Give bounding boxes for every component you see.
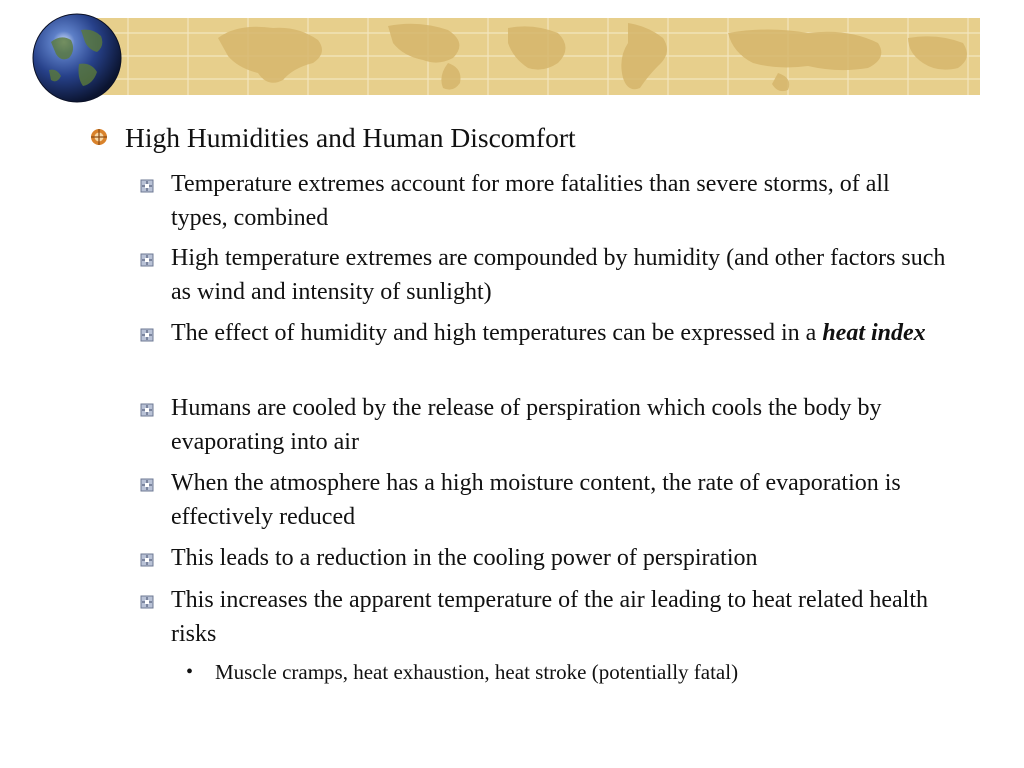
square-crosshair-icon	[140, 328, 154, 342]
bullet-item-1: Temperature extremes account for more fatalities than severe storms, of all types, combined	[171, 171, 890, 231]
bullet-item-3-text: The effect of humidity and high temperatures can be expressed in a	[171, 320, 817, 346]
sub-bullet-item: Muscle cramps, heat exhaustion, heat stroke (potentially fatal)	[215, 660, 739, 684]
square-crosshair-icon	[140, 179, 154, 193]
square-crosshair-icon	[140, 478, 154, 492]
bullet-item-2: High temperature extremes are compounded by humidity (and other factors such as wind and intensity of sunlight)	[171, 245, 946, 305]
slide-heading: High Humidities and Human Discomfort	[125, 122, 576, 153]
heat-index-term: heat index	[822, 320, 926, 346]
sub-bullet-marker: •	[186, 661, 194, 683]
orange-crosshair-circle-icon	[89, 127, 109, 147]
bullet-item-3	[171, 316, 951, 350]
bullet-item-4: Humans are cooled by the release of perspiration which cools the body by evaporating into air	[171, 395, 882, 455]
square-crosshair-icon	[140, 553, 154, 567]
square-crosshair-icon	[140, 403, 154, 417]
bullet-item-5: When the atmosphere has a high moisture content, the rate of evaporation is effectively reduced	[171, 470, 901, 530]
square-crosshair-icon	[140, 253, 154, 267]
bullet-item-6: This leads to a reduction in the cooling power of perspiration	[171, 545, 758, 571]
square-crosshair-icon	[140, 595, 154, 609]
bullet-item-7: This increases the apparent temperature of the air leading to heat related health risks	[171, 587, 928, 647]
